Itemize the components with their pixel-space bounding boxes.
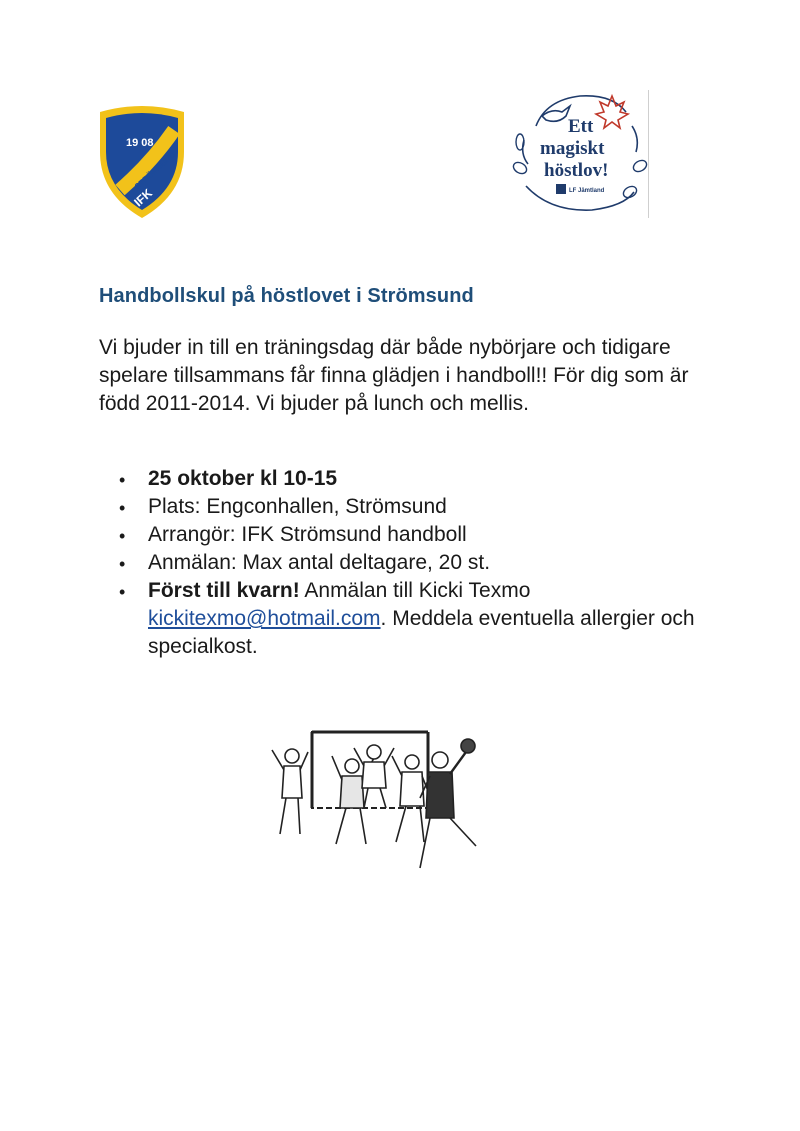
- ifk-club-name: STRÖMSUND: [132, 149, 178, 192]
- event-organizer: Arrangör: IFK Strömsund handboll: [148, 523, 467, 546]
- handball-players-illustration: [270, 722, 492, 878]
- list-item-place: [99, 493, 699, 521]
- ifk-abbr: IFK: [131, 186, 155, 210]
- handball-ball-icon: [461, 739, 475, 753]
- bullet-icon: •: [119, 526, 126, 546]
- intro-paragraph: Vi bjuder in till en träningsdag där både nybörjare och tidigare spelare tillsammans får finna glädjen i handboll!! För dig som är född 2011-2014. Vi bjuder på lunch och mellis.: [99, 336, 689, 415]
- campaign-line-1: Ett: [568, 116, 594, 137]
- registration-tail: . Meddela eventuella allergier och specialkost.: [148, 607, 695, 658]
- email-link[interactable]: kickitexmo@hotmail.com: [148, 607, 381, 630]
- event-signup: Anmälan: Max antal deltagare, 20 st.: [148, 551, 491, 574]
- bullet-icon: •: [119, 498, 126, 518]
- registration-text: Anmälan till Kicki Texmo: [299, 579, 531, 602]
- bird-icon: [542, 106, 570, 121]
- campaign-line-3: höstlov!: [544, 160, 609, 181]
- page-title: Handbollskul på höstlovet i Strömsund: [99, 285, 474, 307]
- campaign-brand: LF Jämtland: [569, 188, 605, 194]
- event-facts-list: [99, 465, 699, 661]
- logo-divider: [648, 90, 649, 218]
- list-item-signup: [99, 549, 699, 577]
- ifk-stromsund-logo: [96, 106, 188, 222]
- list-item-organizer: [99, 521, 699, 549]
- event-place: Plats: Engconhallen, Strömsund: [148, 495, 447, 518]
- event-date: 25 oktober kl 10-15: [148, 467, 338, 490]
- bullet-icon: •: [119, 470, 126, 490]
- campaign-line-2: magiskt: [540, 138, 605, 159]
- bullet-icon: •: [119, 554, 126, 574]
- ifk-year: 19 08: [126, 137, 154, 149]
- list-item-date: [99, 465, 699, 493]
- bullet-icon: •: [119, 582, 126, 602]
- first-come-label: Först till kvarn!: [148, 579, 300, 602]
- list-item-registration: [99, 577, 699, 661]
- magiskt-hostlov-logo: [506, 86, 652, 222]
- lf-brand-icon: [556, 184, 566, 194]
